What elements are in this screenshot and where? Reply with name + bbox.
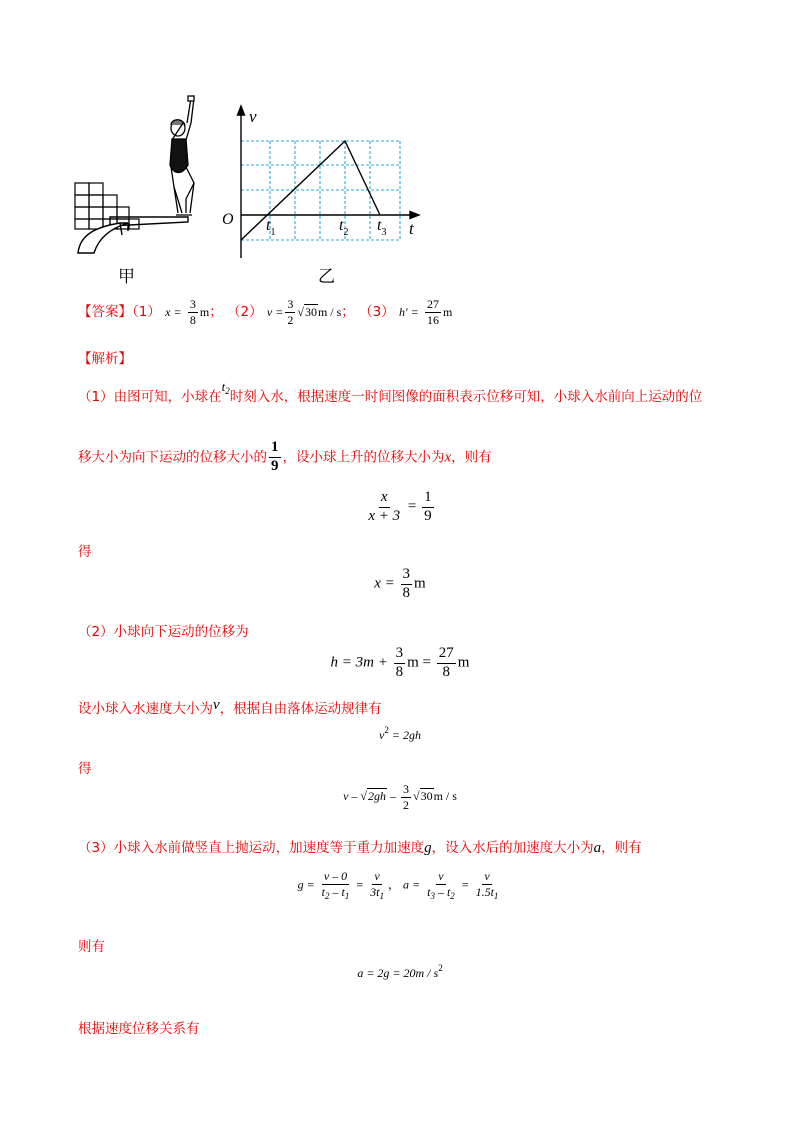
- figure-label-left: 甲: [118, 267, 135, 287]
- ratio-result: $\frac{1}{9}$: [424, 489, 432, 524]
- answer2-fraction: $\frac{3}{2}$: [287, 297, 294, 327]
- equation-a: $a = 2g = 20m / s^2$: [357, 963, 443, 980]
- equation-free-fall: $v^2 = 2gh$: [379, 725, 421, 742]
- analysis-step1: （1）由图可知，小球在$t_2$时刻入水，根据速度一时间图像的面积表示位移可知，小球入水前向上运动的位: [78, 379, 703, 405]
- equation-v: v – √2gh – $\frac{3}{2}$ √30m / s: [343, 782, 457, 812]
- analysis-step1-cont: 移大小为向下运动的位移大小的 $\frac{1}{9}$ ，设小球上升的位移大小为x，则有: [78, 439, 492, 474]
- diver-figure: [170, 96, 194, 215]
- stacked-blocks: [75, 183, 139, 229]
- tick-label-t1: $t_1$: [266, 217, 276, 238]
- springboard: [78, 217, 188, 253]
- velocity-time-graph: [222, 100, 428, 260]
- v-axis-arrow: [238, 106, 245, 115]
- answer1-fraction: $\frac{3}{8}$: [189, 297, 196, 327]
- axis-label-v: v: [249, 107, 257, 126]
- analysis-step2: （2）小球向下运动的位移为: [78, 624, 249, 640]
- analysis-step2-velocity: 设小球入水速度大小为v，根据自由落体运动规律有: [78, 697, 382, 717]
- answer-line: 【答案】（1） x = $\frac{3}{8}$ m； （2） v = $\frac{3}{2}$ √30m / s； （3） h′ = $\frac{27}{16}$ m: [78, 297, 453, 327]
- axis-label-t: t: [409, 219, 414, 238]
- analysis-tag: 【解析】: [78, 351, 132, 367]
- equation-x: x = $\frac{3}{8}$ m: [374, 566, 426, 601]
- equation-accelerations: g = $\frac{v - 0}{t_2 - t_1}$ = $\frac{v}{3t_1}$ ， a = $\frac{v}{t_3 - t_2}$ = $\frac{v}{1.5t_1}$: [297, 869, 499, 901]
- diver-illustration: [70, 95, 220, 255]
- figure-label-right: 乙: [318, 267, 335, 287]
- tick-label-t2: $t_2$: [339, 217, 349, 238]
- analysis-step3: （3）小球入水前做竖直上抛运动，加速度等于重力加速度g，设入水后的加速度大小为a，则有: [78, 840, 642, 856]
- axes: [238, 106, 420, 258]
- equation-ratio: $\frac{x}{x + 3}$ = $\frac{1}{9}$: [368, 489, 432, 524]
- answer-tag: 【答案】: [78, 304, 132, 321]
- origin-label: O: [222, 211, 234, 228]
- equation-h: h = 3m + $\frac{3}{8}$ m = $\frac{27}{8}$ m: [330, 645, 470, 680]
- text-de-2: 得: [78, 761, 92, 777]
- analysis-step3-final: 根据速度位移关系有: [78, 1021, 200, 1037]
- ratio-fraction: $\frac{x}{x + 3}$: [368, 489, 401, 524]
- text-de-1: 得: [78, 544, 92, 560]
- tick-label-t3: $t_3$: [377, 217, 387, 238]
- fraction-one-ninth: $\frac{1}{9}$: [271, 439, 279, 474]
- t-axis-arrow: [410, 212, 419, 219]
- text-ze-you: 则有: [78, 939, 105, 955]
- answer3-fraction: $\frac{27}{16}$: [427, 297, 439, 327]
